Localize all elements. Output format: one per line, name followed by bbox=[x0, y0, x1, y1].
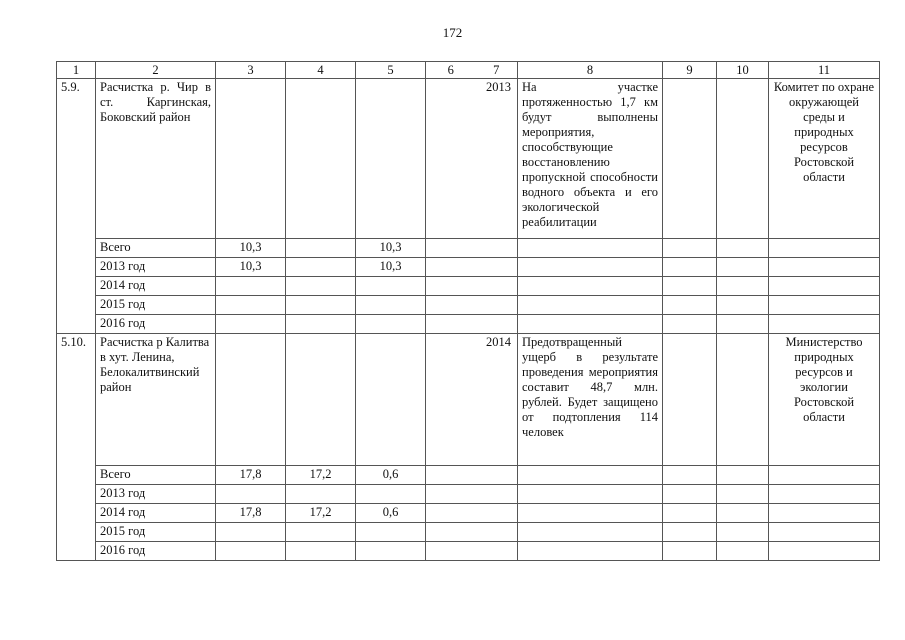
row-id: 5.10. bbox=[57, 334, 96, 561]
cell-c5 bbox=[356, 79, 426, 239]
col-header-3: 3 bbox=[216, 62, 286, 79]
sub-c3 bbox=[216, 315, 286, 334]
sub-c9 bbox=[663, 258, 717, 277]
col-header-4: 4 bbox=[286, 62, 356, 79]
table-row bbox=[57, 296, 880, 315]
cell-c6 bbox=[426, 334, 476, 466]
sub-c11 bbox=[769, 485, 880, 504]
sub-c5 bbox=[356, 542, 426, 561]
measure-name: Расчистка р. Чир в ст. Каргинская, Боковский район bbox=[96, 79, 216, 239]
measure-description: Предотвращенный ущерб в результате проведения мероприятия составит 48,7 млн. рублей. Будет защищено от подтопления 114 человек bbox=[518, 334, 663, 466]
cell-c9 bbox=[663, 334, 717, 466]
sub-c6 bbox=[426, 542, 476, 561]
cell-c9 bbox=[663, 79, 717, 239]
measure-name: Расчистка р Калитва в хут. Ленина, Белокалитвинский район bbox=[96, 334, 216, 466]
sub-c5 bbox=[356, 277, 426, 296]
sub-c11 bbox=[769, 466, 880, 485]
row-id: 5.9. bbox=[57, 79, 96, 334]
sub-c4 bbox=[286, 485, 356, 504]
sub-c9 bbox=[663, 277, 717, 296]
sub-c10 bbox=[717, 315, 769, 334]
table-row bbox=[57, 504, 880, 523]
sub-label: 2015 год bbox=[96, 296, 216, 315]
sub-label: 2014 год bbox=[96, 504, 216, 523]
col-header-8: 8 bbox=[518, 62, 663, 79]
sub-c5: 0,6 bbox=[356, 466, 426, 485]
sub-c8 bbox=[518, 504, 663, 523]
header-row bbox=[57, 62, 880, 79]
sub-c7 bbox=[476, 504, 518, 523]
table-row bbox=[57, 334, 880, 466]
sub-c6 bbox=[426, 466, 476, 485]
sub-c3 bbox=[216, 277, 286, 296]
responsible-body: Министерство природных ресурсов и экологии Ростовской области bbox=[769, 334, 880, 466]
sub-c10 bbox=[717, 239, 769, 258]
sub-c9 bbox=[663, 523, 717, 542]
sub-c3 bbox=[216, 523, 286, 542]
sub-c8 bbox=[518, 258, 663, 277]
sub-c10 bbox=[717, 296, 769, 315]
cell-c3 bbox=[216, 334, 286, 466]
sub-label: 2016 год bbox=[96, 315, 216, 334]
sub-c7 bbox=[476, 466, 518, 485]
sub-c11 bbox=[769, 239, 880, 258]
sub-c8 bbox=[518, 296, 663, 315]
sub-c9 bbox=[663, 504, 717, 523]
sub-c6 bbox=[426, 485, 476, 504]
col-header-10: 10 bbox=[717, 62, 769, 79]
table-row bbox=[57, 315, 880, 334]
sub-c10 bbox=[717, 523, 769, 542]
sub-c10 bbox=[717, 466, 769, 485]
sub-c7 bbox=[476, 542, 518, 561]
cell-c5 bbox=[356, 334, 426, 466]
sub-c4 bbox=[286, 239, 356, 258]
sub-c3: 10,3 bbox=[216, 239, 286, 258]
sub-label: 2013 год bbox=[96, 258, 216, 277]
sub-c7 bbox=[476, 239, 518, 258]
sub-c6 bbox=[426, 504, 476, 523]
measure-year: 2014 bbox=[476, 334, 518, 466]
sub-c7 bbox=[476, 523, 518, 542]
sub-c4 bbox=[286, 542, 356, 561]
sub-c4 bbox=[286, 277, 356, 296]
sub-c8 bbox=[518, 523, 663, 542]
sub-c10 bbox=[717, 504, 769, 523]
sub-label: Всего bbox=[96, 239, 216, 258]
sub-label: 2013 год bbox=[96, 485, 216, 504]
sub-c6 bbox=[426, 523, 476, 542]
table-row bbox=[57, 523, 880, 542]
sub-c8 bbox=[518, 542, 663, 561]
sub-c10 bbox=[717, 258, 769, 277]
sub-c9 bbox=[663, 239, 717, 258]
sub-c3: 10,3 bbox=[216, 258, 286, 277]
sub-c4 bbox=[286, 296, 356, 315]
sub-c11 bbox=[769, 523, 880, 542]
cell-c4 bbox=[286, 79, 356, 239]
sub-c9 bbox=[663, 296, 717, 315]
col-header-2: 2 bbox=[96, 62, 216, 79]
sub-c6 bbox=[426, 258, 476, 277]
sub-c5 bbox=[356, 296, 426, 315]
sub-c3 bbox=[216, 296, 286, 315]
sub-label: Всего bbox=[96, 466, 216, 485]
sub-c5 bbox=[356, 315, 426, 334]
sub-label: 2015 год bbox=[96, 523, 216, 542]
table-row bbox=[57, 485, 880, 504]
sub-c7 bbox=[476, 258, 518, 277]
measure-description: На участке протяженностью 1,7 км будут выполнены мероприятия, способствующие восстановлению пропускной способности водного объекта и его экологической реабилитации bbox=[518, 79, 663, 239]
sub-c3: 17,8 bbox=[216, 504, 286, 523]
responsible-body: Комитет по охране окружающей среды и природных ресурсов Ростовской области bbox=[769, 79, 880, 239]
sub-c3 bbox=[216, 485, 286, 504]
sub-c11 bbox=[769, 258, 880, 277]
sub-c6 bbox=[426, 239, 476, 258]
sub-c11 bbox=[769, 277, 880, 296]
sub-c11 bbox=[769, 296, 880, 315]
sub-c10 bbox=[717, 485, 769, 504]
sub-c8 bbox=[518, 239, 663, 258]
sub-c4: 17,2 bbox=[286, 466, 356, 485]
col-header-6: 6 bbox=[426, 62, 476, 79]
sub-c6 bbox=[426, 296, 476, 315]
sub-c3 bbox=[216, 542, 286, 561]
sub-c3: 17,8 bbox=[216, 466, 286, 485]
col-header-9: 9 bbox=[663, 62, 717, 79]
sub-c8 bbox=[518, 315, 663, 334]
cell-c10 bbox=[717, 334, 769, 466]
sub-c4 bbox=[286, 523, 356, 542]
sub-c9 bbox=[663, 485, 717, 504]
sub-c5: 10,3 bbox=[356, 258, 426, 277]
table-row bbox=[57, 258, 880, 277]
program-table bbox=[56, 61, 880, 561]
cell-c3 bbox=[216, 79, 286, 239]
sub-c8 bbox=[518, 277, 663, 296]
cell-c6 bbox=[426, 79, 476, 239]
table-row bbox=[57, 79, 880, 239]
sub-label: 2014 год bbox=[96, 277, 216, 296]
sub-c4 bbox=[286, 258, 356, 277]
sub-c8 bbox=[518, 466, 663, 485]
sub-c6 bbox=[426, 315, 476, 334]
table-row bbox=[57, 542, 880, 561]
sub-label: 2016 год bbox=[96, 542, 216, 561]
sub-c5 bbox=[356, 523, 426, 542]
sub-c7 bbox=[476, 296, 518, 315]
sub-c8 bbox=[518, 485, 663, 504]
col-header-5: 5 bbox=[356, 62, 426, 79]
sub-c7 bbox=[476, 315, 518, 334]
table-row bbox=[57, 466, 880, 485]
measure-year: 2013 bbox=[476, 79, 518, 239]
sub-c5: 0,6 bbox=[356, 504, 426, 523]
sub-c9 bbox=[663, 542, 717, 561]
sub-c11 bbox=[769, 315, 880, 334]
col-header-1: 1 bbox=[57, 62, 96, 79]
table-row bbox=[57, 277, 880, 296]
sub-c4 bbox=[286, 315, 356, 334]
sub-c4: 17,2 bbox=[286, 504, 356, 523]
table-row bbox=[57, 239, 880, 258]
sub-c9 bbox=[663, 315, 717, 334]
sub-c11 bbox=[769, 504, 880, 523]
cell-c10 bbox=[717, 79, 769, 239]
sub-c6 bbox=[426, 277, 476, 296]
sub-c5 bbox=[356, 485, 426, 504]
sub-c9 bbox=[663, 466, 717, 485]
sub-c10 bbox=[717, 542, 769, 561]
page-number: 172 bbox=[442, 25, 463, 40]
cell-c4 bbox=[286, 334, 356, 466]
sub-c11 bbox=[769, 542, 880, 561]
col-header-7: 7 bbox=[476, 62, 518, 79]
col-header-11: 11 bbox=[769, 62, 880, 79]
sub-c7 bbox=[476, 485, 518, 504]
sub-c10 bbox=[717, 277, 769, 296]
sub-c5: 10,3 bbox=[356, 239, 426, 258]
sub-c7 bbox=[476, 277, 518, 296]
